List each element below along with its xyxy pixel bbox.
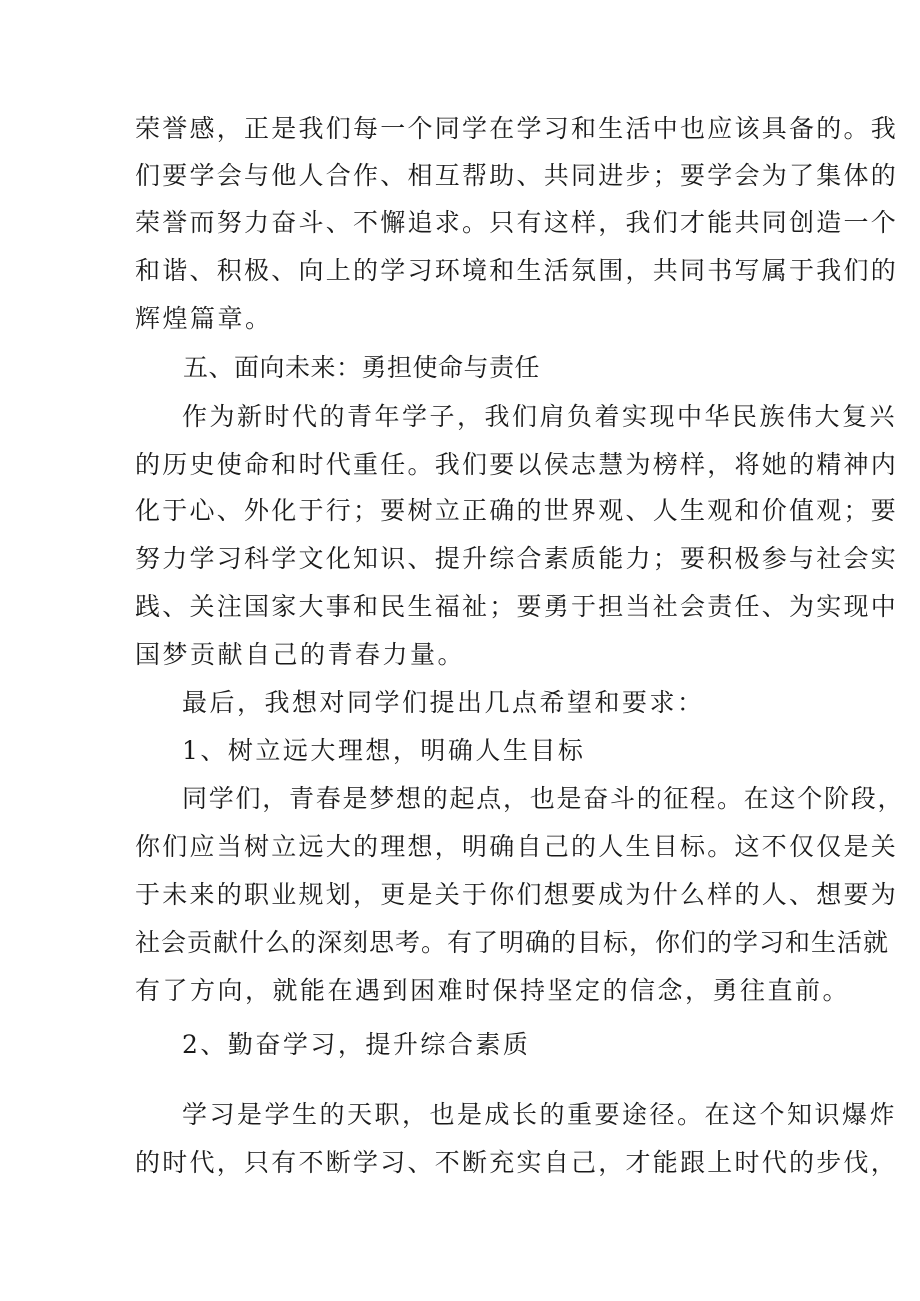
list-item-heading: 1、树立远大理想，明确人生目标	[182, 736, 586, 765]
paragraph-line: 的时代，只有不断学习、不断充实自己，才能跟上时代的步伐，	[135, 1148, 899, 1177]
paragraph-line: 同学们，青春是梦想的起点，也是奋斗的征程。在这个阶段，	[182, 784, 905, 813]
paragraph-line: 社会贡献什么的深刻思考。有了明确的目标，你们的学习和生活就	[135, 928, 890, 957]
paragraph-line: 你们应当树立远大的理想，明确自己的人生目标。这不仅仅是关	[135, 832, 899, 861]
paragraph-line: 的历史使命和时代重任。我们要以侯志慧为榜样，将她的精神内	[135, 450, 899, 479]
paragraph-line: 化于心、外化于行；要树立正确的世界观、人生观和价值观；要	[135, 496, 899, 525]
paragraph-line: 荣誉而努力奋斗、不懈追求。只有这样，我们才能共同创造一个	[135, 208, 899, 237]
paragraph-line: 于未来的职业规划，更是关于你们想要成为什么样的人、想要为	[135, 880, 899, 909]
paragraph-line: 学习是学生的天职，也是成长的重要途径。在这个知识爆炸	[182, 1100, 898, 1129]
paragraph-line: 践、关注国家大事和民生福祉；要勇于担当社会责任、为实现中	[135, 592, 899, 621]
paragraph-line: 努力学习科学文化知识、提升综合素质能力；要积极参与社会实	[135, 544, 899, 573]
paragraph-line: 有了方向，就能在遇到困难时保持坚定的信念，勇往直前。	[135, 976, 851, 1005]
paragraph-line: 辉煌篇章。	[135, 304, 273, 333]
list-item-heading: 2、勤奋学习，提升综合素质	[182, 1030, 531, 1059]
paragraph-line: 荣誉感，正是我们每一个同学在学习和生活中也应该具备的。我	[135, 114, 899, 143]
paragraph-line: 作为新时代的青年学子，我们肩负着实现中华民族伟大复兴	[182, 402, 898, 431]
paragraph-line: 和谐、积极、向上的学习环境和生活氛围，共同书写属于我们的	[135, 256, 899, 285]
paragraph-line: 最后，我想对同学们提出几点希望和要求：	[182, 688, 705, 717]
section-heading: 五、面向未来：勇担使命与责任	[183, 353, 541, 382]
paragraph-line: 们要学会与他人合作、相互帮助、共同进步；要学会为了集体的	[135, 161, 899, 190]
paragraph-line: 国梦贡献自己的青春力量。	[135, 640, 466, 669]
